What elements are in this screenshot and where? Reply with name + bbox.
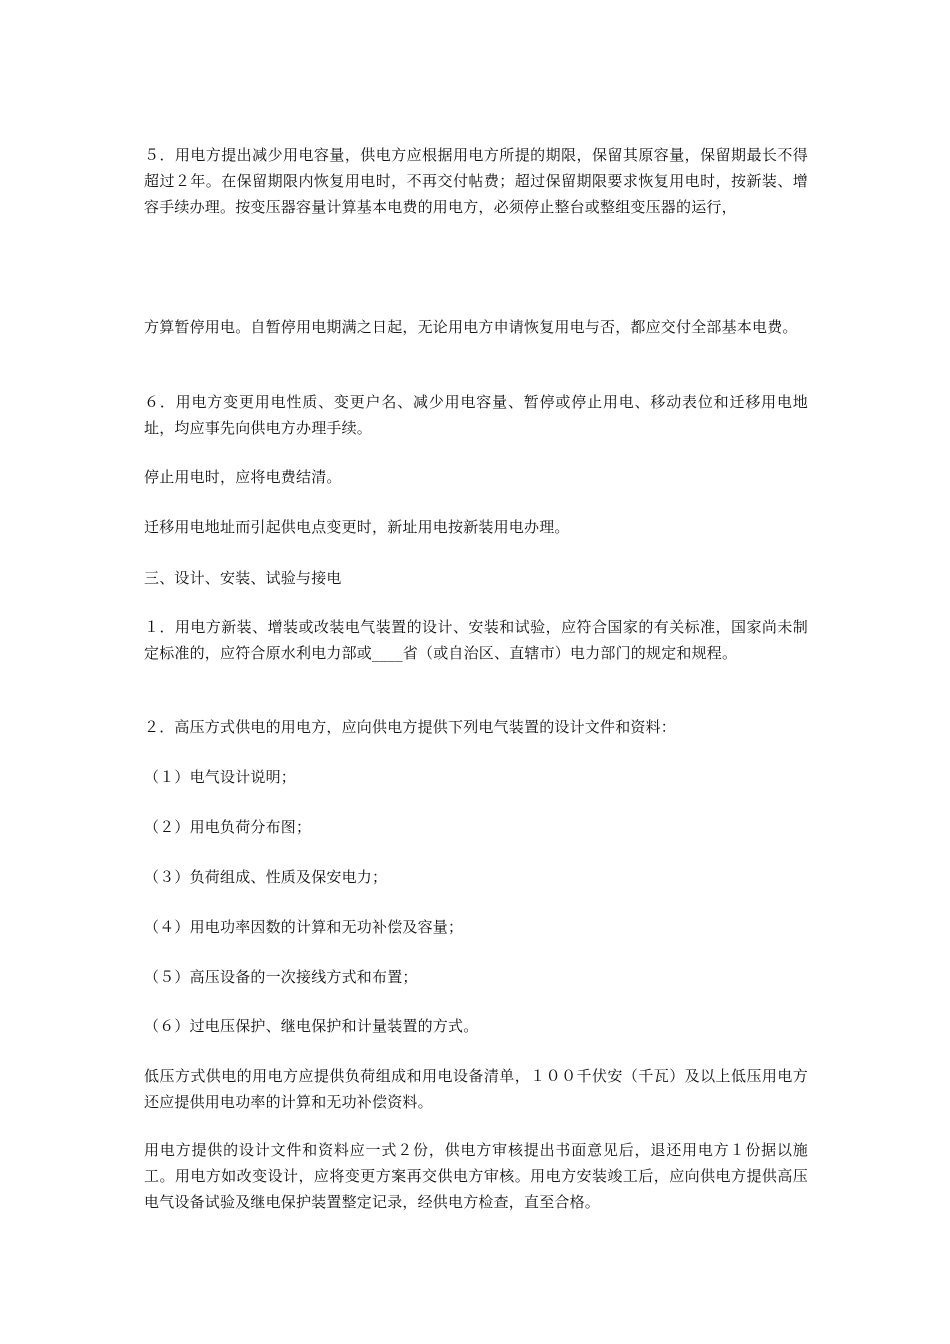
paragraph-low-voltage: 低压方式供电的用电方应提供负荷组成和用电设备清单，１００千伏安（千瓦）及以上低压用电方还应提供用电功率的计算和无功补偿资料。 [144, 1067, 808, 1111]
paragraph-suspension-fee: 方算暂停用电。自暂停用电期满之日起，无论用电方申请恢复用电与否，都应交付全部基本电费。 [144, 318, 798, 336]
list-item-2: （２）用电负荷分布图； [144, 818, 312, 836]
paragraph-relocation: 迁移用电地址而引起供电点变更时，新址用电按新装用电办理。 [144, 518, 570, 536]
list-item-3: （３）负荷组成、性质及保安电力； [144, 868, 388, 886]
paragraph-stop-settle-fees: 停止用电时，应将电费结清。 [144, 468, 342, 486]
section-heading-design-install: 三、设计、安装、试验与接电 [144, 569, 342, 587]
list-item-4: （４）用电功率因数的计算和无功补偿及容量； [144, 918, 464, 936]
list-item-5: （５）高压设备的一次接线方式和布置； [144, 968, 418, 986]
paragraph-item-6-change-procedures: ６．用电方变更用电性质、变更户名、减少用电容量、暂停或停止用电、移动表位和迁移用电地址，均应事先向供电方办理手续。 [144, 393, 808, 437]
paragraph-item-1-standards: １．用电方新装、增装或改装电气装置的设计、安装和试验，应符合国家的有关标准，国家尚未制定标准的，应符合原水利电力部或____省（或自治区、直辖市）电力部门的规定和规程。 [144, 618, 808, 662]
paragraph-design-docs-copies: 用电方提供的设计文件和资料应一式２份，供电方审核提出书面意见后，退还用电方１份据以施工。用电方如改变设计，应将变更方案再交供电方审核。用电方安装竣工后，应向供电方提供高压电气设备试验及继电保护装置整定记录，经供电方检查，直至合格。 [144, 1141, 808, 1211]
paragraph-item-2-high-voltage-docs: ２．高压方式供电的用电方，应向供电方提供下列电气装置的设计文件和资料： [144, 718, 677, 736]
list-item-1: （１）电气设计说明； [144, 768, 297, 786]
paragraph-item-5-reduce-capacity: ５．用电方提出减少用电容量，供电方应根据用电方所提的期限，保留其原容量，保留期最长不得超过２年。在保留期限内恢复用电时，不再交付帖费；超过保留期限要求恢复用电时，按新装、增容手续办理。按变压器容量计算基本电费的用电方，必须停止整台或整组变压器的运行， [144, 146, 808, 216]
list-item-6: （６）过电压保护、继电保护和计量装置的方式。 [144, 1017, 479, 1035]
